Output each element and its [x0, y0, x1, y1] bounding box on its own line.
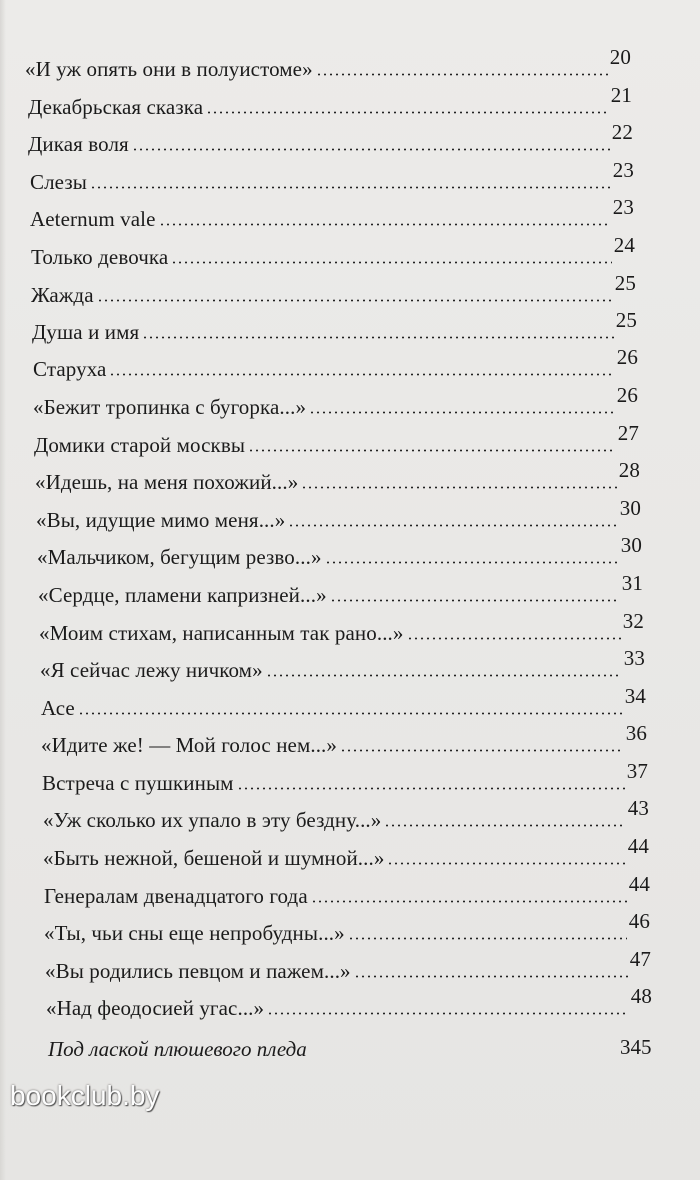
- toc-leader-dots: [301, 480, 616, 490]
- toc-entry: [37, 533, 642, 569]
- toc-entry-title: «Сердце, пламени капризней...»: [38, 583, 327, 607]
- toc-leader-dots: [387, 856, 625, 866]
- toc-entry-page: 23: [612, 158, 634, 182]
- toc-entry-title: Aeternum vale: [30, 207, 156, 231]
- toc-entry-title: Слезы: [30, 170, 87, 194]
- toc-entry-page: 21: [610, 83, 632, 107]
- toc-entry-title: Домики старой москвы: [34, 433, 246, 457]
- toc-entry: [43, 834, 649, 870]
- toc-entry: [28, 83, 632, 119]
- toc-entry-page: 26: [616, 383, 638, 407]
- toc-entry-title: «Быть нежной, бешеной и шумной...»: [43, 846, 385, 870]
- toc-entry: [42, 759, 648, 795]
- toc-entry-title: Жажда: [31, 283, 94, 307]
- toc-leader-dots: [288, 518, 617, 528]
- toc-entry: [44, 872, 650, 908]
- toc-entry-page: 25: [615, 308, 637, 332]
- toc-entry: [41, 684, 646, 720]
- toc-entry-page: 44: [627, 834, 649, 858]
- toc-entry: [41, 721, 647, 757]
- toc-entry-page: 47: [629, 947, 651, 971]
- toc-entry-page: 31: [621, 571, 643, 595]
- toc-entry-title: «Я сейчас лежу ничком»: [40, 658, 263, 682]
- toc-entry: [40, 646, 645, 682]
- toc-entry-page: 28: [618, 458, 640, 482]
- toc-entry-title: Дикая воля: [28, 132, 129, 156]
- toc-entry-title: Старуха: [33, 357, 107, 381]
- page-number: 345: [620, 1035, 652, 1059]
- page-edge-shadow: [0, 0, 6, 1180]
- toc-leader-dots: [309, 405, 615, 415]
- toc-entry: [43, 796, 649, 832]
- toc-entry-title: Встреча с пушкиным: [42, 771, 234, 795]
- toc-entry-page: 26: [616, 345, 638, 369]
- toc-entry-title: «Вы родились певцом и пажем...»: [45, 959, 351, 983]
- toc-entry-page: 24: [613, 233, 635, 257]
- toc-entry: [25, 45, 631, 81]
- toc-entry-page: 20: [609, 45, 631, 69]
- toc-entry: [38, 571, 643, 607]
- toc-leader-dots: [90, 180, 611, 190]
- toc-entry-title: «Идите же! — Мой голос нем...»: [41, 733, 338, 757]
- toc-entry-page: 33: [623, 646, 645, 670]
- toc-entry-page: 30: [620, 533, 642, 557]
- toc-entry-page: 37: [626, 759, 648, 783]
- toc-entry: [32, 308, 637, 344]
- running-footer-title: Под лаской плюшевого пледа: [48, 1037, 307, 1061]
- toc-leader-dots: [316, 67, 608, 77]
- toc-leader-dots: [266, 668, 622, 678]
- toc-entry-page: 43: [627, 796, 649, 820]
- toc-leader-dots: [109, 367, 614, 377]
- toc-leader-dots: [348, 931, 627, 941]
- watermark: bookclub.by: [10, 1080, 160, 1111]
- toc-entry-page: 22: [611, 120, 633, 144]
- toc-leader-dots: [159, 217, 611, 227]
- toc-leader-dots: [142, 330, 614, 340]
- toc-leader-dots: [311, 894, 627, 904]
- toc-leader-dots: [171, 255, 611, 265]
- toc-entry: [28, 120, 633, 156]
- toc-entry: [36, 496, 641, 532]
- toc-entry-page: 44: [628, 872, 650, 896]
- toc-entry-title: Асе: [41, 696, 75, 720]
- toc-entry-title: «Вы, идущие мимо меня...»: [36, 508, 286, 532]
- toc-leader-dots: [132, 142, 610, 152]
- toc-leader-dots: [325, 555, 619, 565]
- toc-entry-page: 30: [619, 496, 641, 520]
- toc-entry-page: 36: [625, 721, 647, 745]
- toc-entry: [31, 271, 636, 307]
- toc-entry: [45, 947, 651, 983]
- toc-leader-dots: [340, 743, 624, 753]
- toc-entry: [39, 609, 644, 645]
- toc-entry: [46, 984, 652, 1020]
- toc-entry-page: 25: [614, 271, 636, 295]
- toc-entry-page: 34: [624, 684, 646, 708]
- toc-leader-dots: [354, 969, 628, 979]
- toc-entry-title: «Моим стихам, написанным так рано...»: [39, 621, 404, 645]
- toc-entry: [34, 421, 639, 457]
- toc-entry-title: Только девочка: [31, 245, 169, 269]
- toc-entry: [31, 233, 635, 269]
- toc-leader-dots: [407, 631, 621, 641]
- toc-leader-dots: [78, 706, 623, 716]
- toc-leader-dots: [248, 443, 616, 453]
- toc-leader-dots: [206, 105, 609, 115]
- toc-entry-title: «Бежит тропинка с бугорка...»: [33, 395, 307, 419]
- toc-entry-page: 46: [628, 909, 650, 933]
- toc-entry: [30, 158, 634, 194]
- toc-entry: [33, 345, 638, 381]
- toc-leader-dots: [330, 593, 620, 603]
- toc-entry-title: Декабрьская сказка: [28, 95, 204, 119]
- toc-entry-page: 27: [617, 421, 639, 445]
- toc-entry-title: «И уж опять они в полуистоме»: [25, 57, 313, 81]
- toc-leader-dots: [267, 1006, 629, 1016]
- toc-entry-page: 32: [622, 609, 644, 633]
- toc-entry: [44, 909, 650, 945]
- toc-entry: [33, 383, 638, 419]
- toc-entry: [30, 195, 634, 231]
- toc-entry: [35, 458, 640, 494]
- toc-entry-title: «Над феодосией угас...»: [46, 996, 265, 1020]
- toc-entry-title: «Уж сколько их упало в эту бездну...»: [43, 808, 382, 832]
- toc-leader-dots: [384, 818, 625, 828]
- toc-entry-title: Душа и имя: [32, 320, 140, 344]
- toc-entry-title: «Мальчиком, бегущим резво...»: [37, 545, 322, 569]
- toc-entry-page: 48: [630, 984, 652, 1008]
- toc-entry-title: «Ты, чьи сны еще непробудны...»: [44, 921, 345, 945]
- toc-entry-title: Генералам двенадцатого года: [44, 884, 308, 908]
- toc-entry-page: 23: [612, 195, 634, 219]
- toc-entry-title: «Идешь, на меня похожий...»: [35, 470, 299, 494]
- toc-leader-dots: [237, 781, 625, 791]
- toc-leader-dots: [97, 293, 613, 303]
